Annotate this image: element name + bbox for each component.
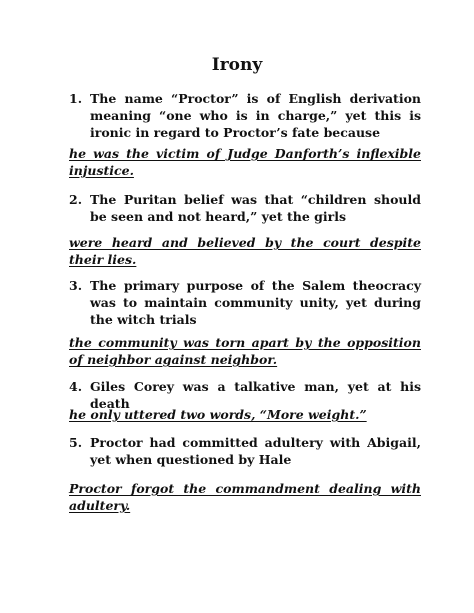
question-number: 4. (69, 379, 83, 394)
question-text: The name “Proctor” is of English derivation meaning “one who is in charge,” yet this is ironic in regard to Proctor’s fate because (90, 91, 421, 140)
answer-3: the community was torn apart by the opposition of neighbor against neighbor. (69, 335, 421, 367)
answer-4: he only uttered two words, “More weight.” (69, 407, 367, 422)
question-text: The primary purpose of the Salem theocracy was to maintain community unity, yet during the witch trials (90, 278, 421, 327)
question-2 (69, 191, 421, 225)
answer-2: were heard and believed by the court despite their lies. (69, 235, 421, 267)
page-title: Irony (211, 55, 263, 75)
question-number: 2. (69, 192, 83, 207)
question-text: The Puritan belief was that “children should be seen and not heard,” yet the girls (90, 192, 421, 224)
question-text: Giles Corey was a talkative man, yet at his death (90, 379, 421, 411)
question-3 (69, 277, 421, 328)
question-number: 5. (69, 435, 83, 450)
question-1 (69, 90, 421, 141)
question-5 (69, 434, 421, 468)
question-text: Proctor had committed adultery with Abigail, yet when questioned by Hale (90, 435, 421, 467)
question-number: 1. (69, 91, 83, 106)
question-number: 3. (69, 278, 83, 293)
answer-1: he was the victim of Judge Danforth’s inflexible injustice. (69, 146, 421, 178)
answer-5: Proctor forgot the commandment dealing with adultery. (69, 481, 421, 513)
